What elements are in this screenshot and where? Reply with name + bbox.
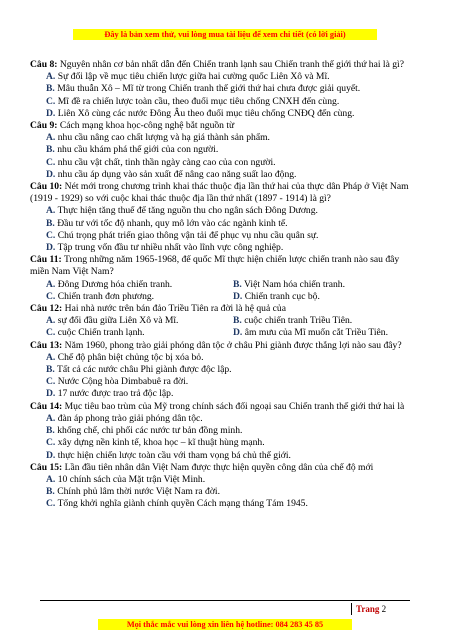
answer-option	[46, 474, 420, 486]
footer-divider	[40, 600, 410, 601]
option-text: Chiến tranh cục bộ.	[244, 290, 320, 302]
answer-option	[46, 205, 420, 217]
page-number	[351, 603, 386, 615]
option-text: 10 chính sách của Mặt trận Việt Minh.	[57, 473, 206, 485]
answer-option	[233, 291, 420, 303]
option-text: nhu cầu vật chất, tinh thần ngày càng cao của con người.	[57, 156, 276, 168]
option-letter: C.	[46, 290, 56, 302]
answer-option	[46, 315, 233, 327]
option-letter: A.	[46, 351, 56, 363]
option-text: xây dựng nền kinh tế, khoa học – kĩ thuật hùng mạnh.	[57, 437, 265, 449]
question-number: Câu 11:	[30, 254, 62, 266]
answer-option	[46, 230, 420, 242]
option-letter: A.	[46, 132, 56, 144]
question-stem	[30, 59, 420, 71]
option-letter: B.	[46, 425, 55, 437]
option-letter: A.	[46, 315, 56, 327]
question	[30, 462, 420, 511]
option-letter: B.	[46, 364, 55, 376]
answer-option	[46, 157, 420, 169]
option-letter: A.	[46, 412, 56, 424]
answer-option	[46, 413, 420, 425]
option-text: khống chế, chi phối các nước tư bản đồng minh.	[57, 425, 243, 437]
answer-option	[46, 450, 420, 462]
page-number-value: 2	[381, 604, 387, 614]
option-text: Đầu tư với tốc độ nhanh, quy mô lớn vào các ngành kinh tế.	[57, 217, 288, 229]
answer-option	[46, 352, 420, 364]
question-number: Câu 9:	[30, 120, 58, 132]
option-letter: B.	[233, 315, 242, 327]
option-letter: B.	[46, 486, 55, 498]
question-stem	[30, 303, 420, 315]
option-text: Tất cả các nước châu Phi giành được độc lập.	[57, 364, 232, 376]
option-letter: D.	[233, 327, 243, 339]
answer-option	[46, 132, 420, 144]
option-letter: B.	[46, 83, 55, 95]
question	[30, 303, 420, 340]
question-stem	[30, 462, 420, 474]
option-text: cuộc Chiến tranh lạnh.	[57, 327, 145, 339]
answer-option	[46, 108, 420, 120]
question-number: Câu 13:	[30, 339, 63, 351]
option-letter: D.	[46, 168, 56, 180]
option-letter: C.	[46, 498, 56, 510]
option-text: Tổng khởi nghĩa giành chính quyền Cách mạng tháng Tám 1945.	[57, 498, 308, 510]
question-text-continued: miền Nam Việt Nam?	[30, 266, 114, 278]
option-row	[46, 279, 420, 291]
option-letter: A.	[46, 205, 56, 217]
option-text: Nước Cộng hòa Dimbabuê ra đời.	[57, 376, 189, 388]
answer-option	[233, 279, 420, 291]
option-letter: D.	[46, 388, 56, 400]
answer-option	[233, 327, 420, 339]
option-text: Đông Dương hóa chiến tranh.	[57, 278, 173, 290]
question-number: Câu 8:	[30, 59, 58, 70]
option-letter: A.	[46, 71, 56, 83]
option-letter: B.	[46, 217, 55, 229]
question	[30, 120, 420, 181]
answer-option	[46, 425, 420, 437]
question-stem	[30, 120, 420, 132]
question-text: Năm 1960, phong trào giải phóng dân tộc ở châu Phi giành được thắng lợi nào sau đây?	[64, 339, 402, 351]
answer-option	[46, 83, 420, 95]
answer-option	[46, 218, 420, 230]
option-text: Liên Xô cùng các nước Đông Âu theo đuổi mục tiêu chống CNĐQ đến cùng.	[57, 107, 355, 119]
answer-option	[46, 169, 420, 181]
question	[30, 59, 420, 120]
option-text: Chiến tranh đơn phương.	[57, 290, 155, 302]
question-text: Lần đầu tiên nhân dân Việt Nam được thực hiện quyền công dân của chế độ mới	[64, 461, 374, 473]
option-text: Tập trung vốn đầu tư nhiều nhất vào lĩnh vực công nghiệp.	[57, 242, 284, 254]
option-text: Sự đối lập về mục tiêu chiến lược giữa hai cường quốc Liên Xô và Mĩ.	[57, 71, 330, 83]
option-text: Chế độ phân biệt chủng tộc bị xóa bỏ.	[57, 351, 204, 363]
answer-option	[46, 96, 420, 108]
answer-option	[46, 242, 420, 254]
option-text: nhu cầu áp dụng vào sản xuất để nâng cao năng suất lao động.	[57, 168, 297, 180]
option-text: đàn áp phong trào giải phóng dân tộc.	[57, 412, 203, 424]
option-row	[46, 327, 420, 339]
option-letter: A.	[46, 278, 56, 290]
option-text: sự đối đầu giữa Liên Xô và Mĩ.	[57, 315, 179, 327]
answer-option	[46, 388, 420, 400]
option-text: Chú trọng phát triển giao thông vận tải để phục vụ nhu cầu quân sự.	[57, 229, 319, 241]
option-text: cuộc chiến tranh Triều Tiên.	[244, 315, 353, 327]
option-letter: C.	[46, 437, 56, 449]
preview-notice-banner: Đây là bản xem thử, vui lòng mua tài liệu để xem chi tiết (có lời giải)	[73, 29, 377, 40]
answer-option	[46, 71, 420, 83]
option-text: Mâu thuẫn Xô – Mĩ từ trong Chiến tranh thế giới thứ hai chưa được giải quyết.	[57, 83, 361, 95]
option-text: Việt Nam hóa chiến tranh.	[244, 278, 345, 290]
option-letter: D.	[233, 290, 243, 302]
answer-option	[46, 291, 233, 303]
option-row	[46, 315, 420, 327]
page-label: Trang	[356, 604, 380, 614]
answer-option	[46, 279, 233, 291]
question	[30, 254, 420, 303]
question	[30, 340, 420, 401]
option-text: Thực hiện tăng thuế để tăng nguồn thu cho ngân sách Đông Dương.	[57, 205, 318, 217]
option-letter: C.	[46, 327, 56, 339]
option-letter: D.	[46, 449, 56, 461]
option-letter: C.	[46, 95, 56, 107]
option-letter: C.	[46, 376, 56, 388]
option-letter: A.	[46, 473, 56, 485]
question-number: Câu 14:	[30, 400, 63, 412]
answer-option	[46, 437, 420, 449]
answer-option	[46, 327, 233, 339]
answer-option	[46, 376, 420, 388]
question-text: Nét mới trong chương trình khai thác thuộc địa lần thứ hai của thực dân Pháp ở Việt Nam (1919 - 1929) so với cuộc khai thác thuộc địa lần thứ nhất (1897 - 1914) là gì?	[30, 181, 409, 205]
question-text: Hai nhà nước trên bán đảo Triều Tiên ra đời là hệ quả của	[64, 303, 286, 315]
question-number: Câu 12:	[30, 303, 63, 315]
option-text: Mĩ đề ra chiến lược toàn cầu, theo đuổi mục tiêu chống CNXH đến cùng.	[57, 95, 340, 107]
option-letter: C.	[46, 156, 56, 168]
option-text: thực hiện chiến lược toàn cầu với tham vọng bá chủ thế giới.	[57, 449, 291, 461]
option-text: âm mưu của Mĩ muốn cắt Triều Tiên.	[244, 327, 388, 339]
question-number: Câu 15:	[30, 461, 63, 473]
question-stem	[30, 254, 420, 266]
question	[30, 181, 420, 254]
question-text: Cách mạng khoa học-công nghệ bắt nguồn từ	[59, 120, 235, 132]
option-letter: C.	[46, 229, 56, 241]
question-text: Nguyên nhân cơ bản nhất dẫn đến Chiến tranh lạnh sau Chiến tranh thế giới thứ hai là gì?	[59, 59, 404, 70]
option-text: nhu cầu nâng cao chất lượng và hạ giá thành sản phẩm.	[57, 132, 270, 144]
answer-option	[233, 315, 420, 327]
question-stem	[30, 340, 420, 352]
option-letter: D.	[46, 107, 56, 119]
option-letter: B.	[46, 144, 55, 156]
question	[30, 401, 420, 462]
answer-option	[46, 144, 420, 156]
question-stem	[30, 181, 420, 205]
answer-option	[46, 498, 420, 510]
option-text: nhu cầu khám phá thế giới của con người.	[57, 144, 219, 156]
question-list	[30, 59, 420, 511]
answer-option	[46, 486, 420, 498]
answer-option	[46, 364, 420, 376]
question-stem	[30, 401, 420, 413]
option-row	[46, 291, 420, 303]
option-letter: B.	[233, 278, 242, 290]
option-letter: D.	[46, 242, 56, 254]
option-text: 17 nước được trao trả độc lập.	[57, 388, 174, 400]
question-text: Mục tiêu bao trùm của Mỹ trong chính sách đối ngoại sau Chiến tranh thế giới thứ hai là	[64, 400, 405, 412]
question-text: Trong những năm 1965-1968, đế quốc Mĩ thực hiện chiến lược chiến tranh nào sau đây	[63, 254, 400, 266]
option-text: Chính phủ lâm thời nước Việt Nam ra đời.	[57, 486, 220, 498]
hotline-banner: Mọi thắc mắc vui lòng xin liên hệ hotline: 084 283 45 85	[98, 619, 352, 630]
question-number: Câu 10:	[30, 181, 63, 193]
